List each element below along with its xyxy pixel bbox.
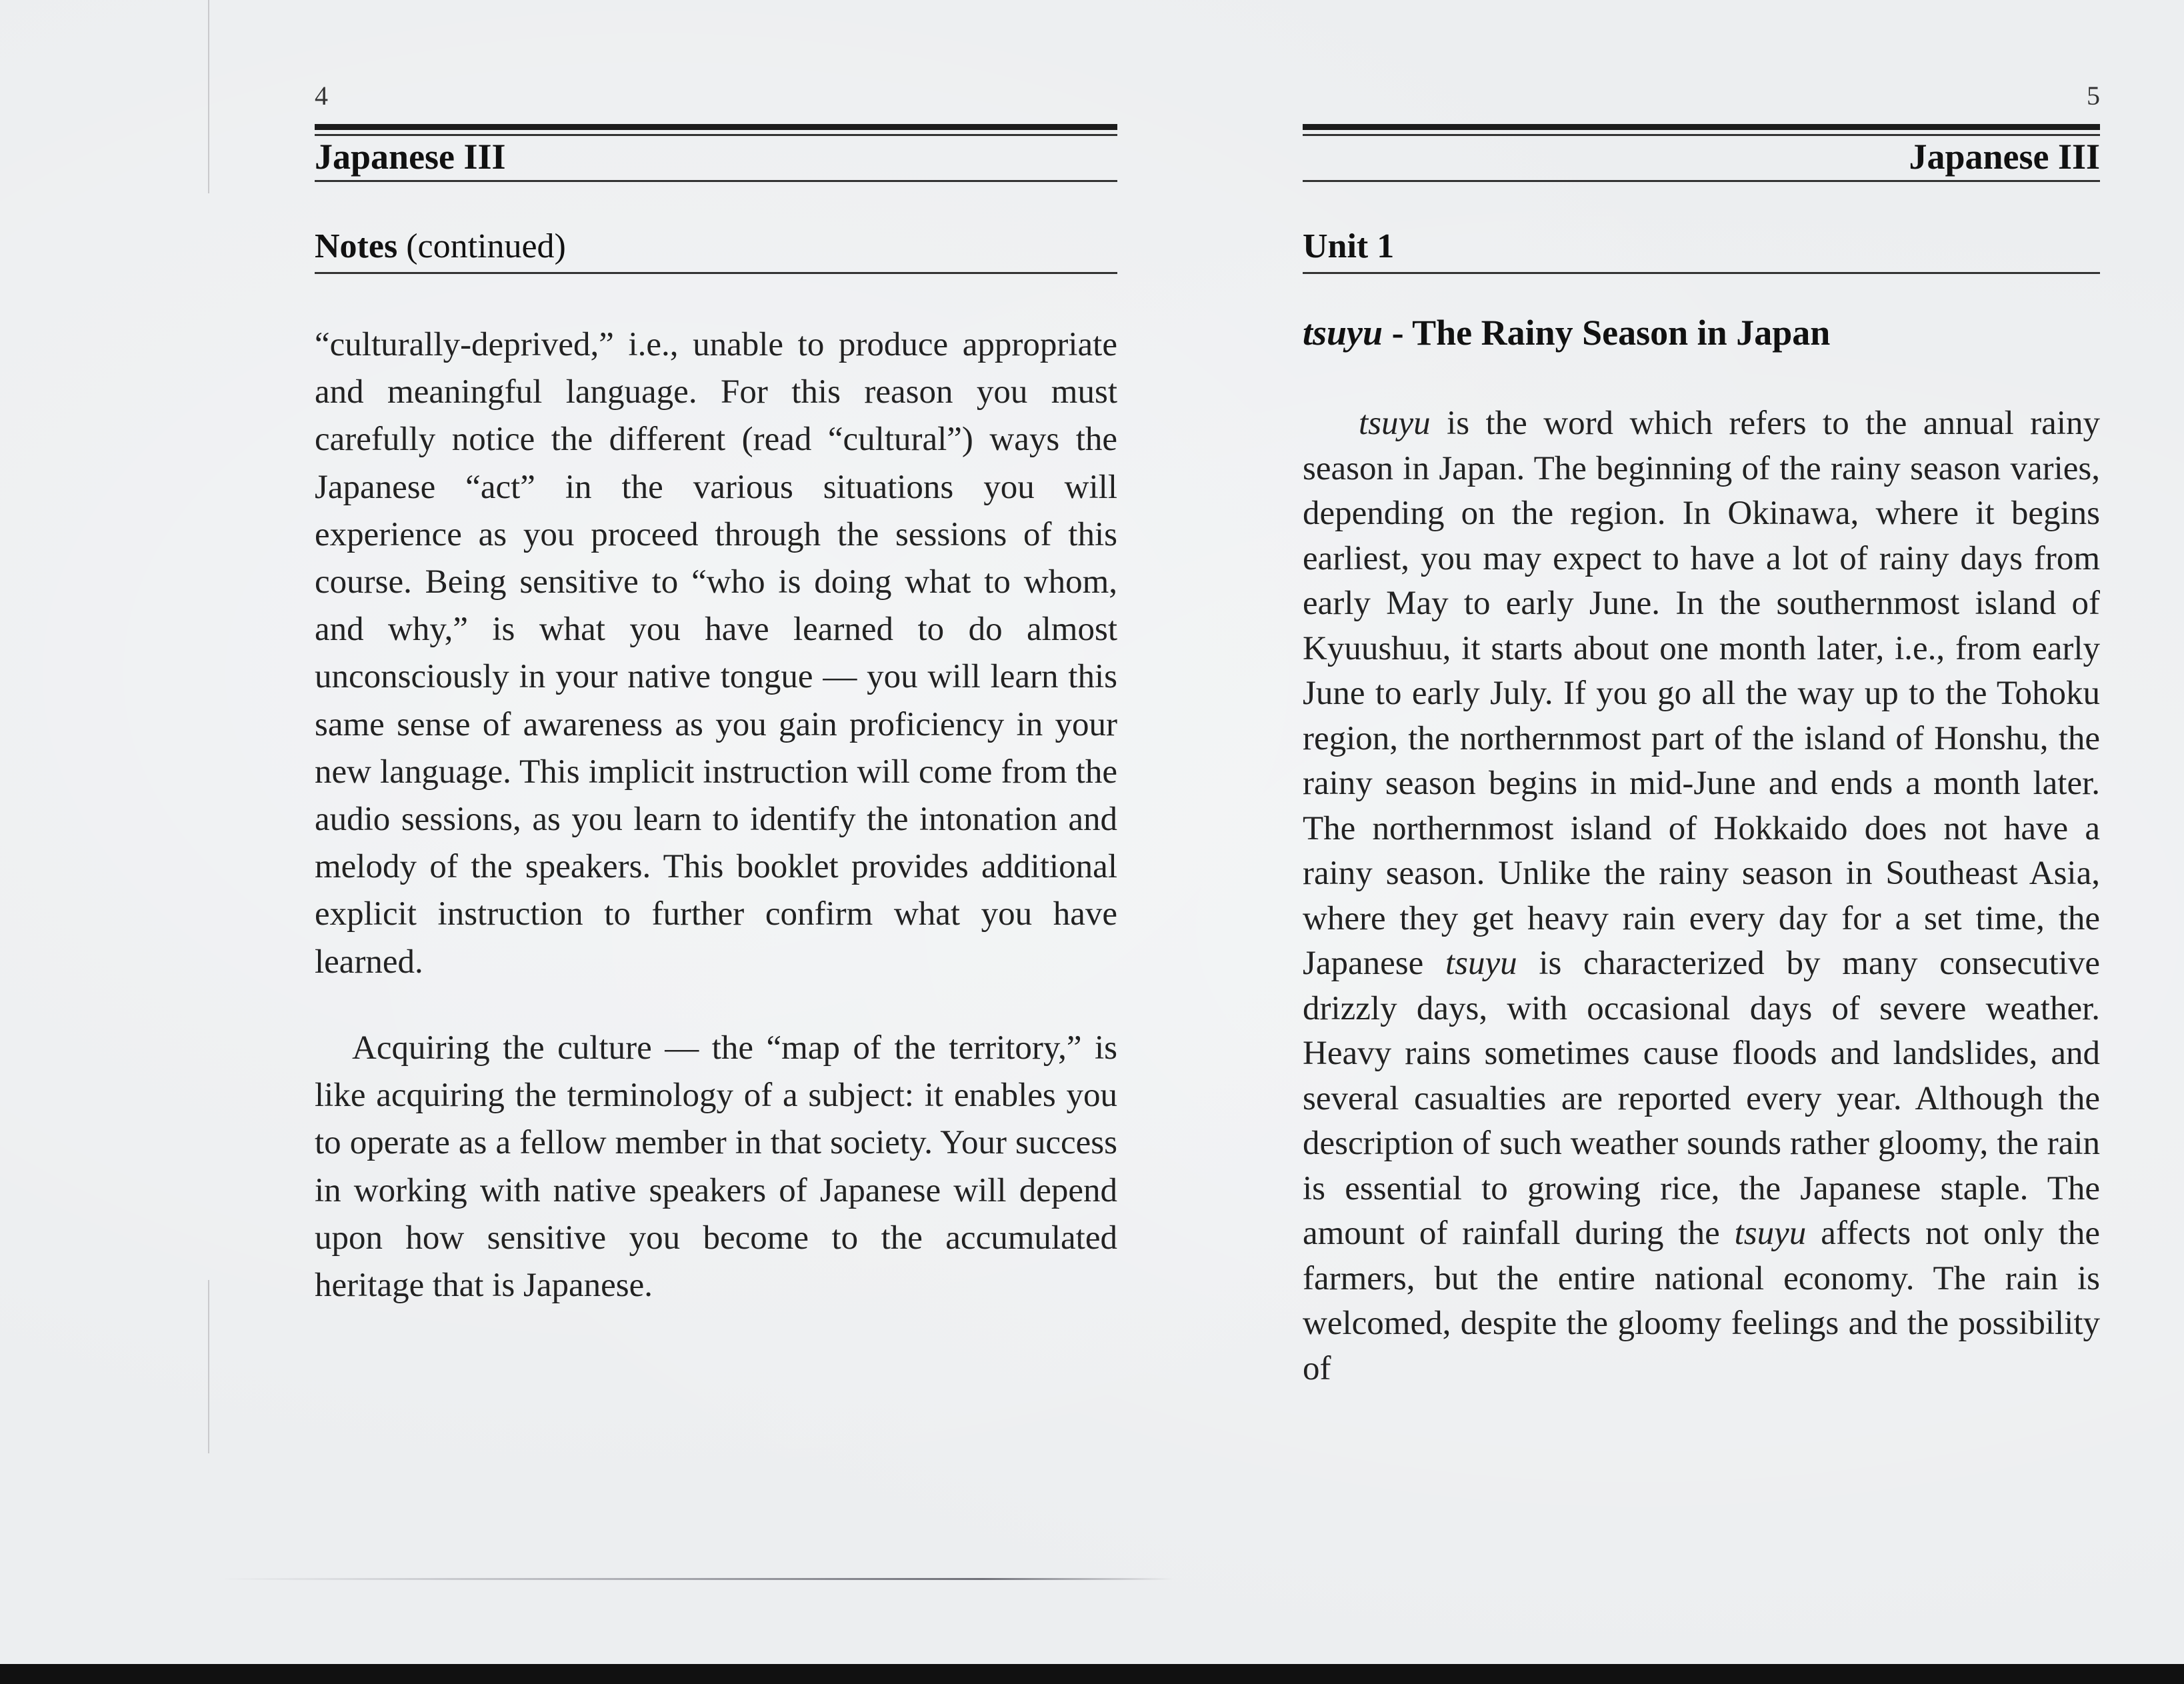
- paragraph: “culturally-deprived,” i.e., unable to produce appropriate and meaningful language. For this reason you must carefully notice the different (read “cultural”) ways the Japanese “act” in the various situations you will experience as you proceed through the sessions of this course. Being sensitive to “who is doing what to whom, and why,” is what you have learned to do almost unconsciously in your native tongue — you will learn this same sense of awareness as you gain proficiency in your new language. This implicit instruction will come from the audio sessions, as you learn to identify the intonation and melody of the speakers. This booklet provides additional explicit instruction to further confirm what you have learned.: [315, 326, 1117, 981]
- term: tsuyu: [1734, 1215, 1807, 1252]
- section-rule: [1303, 272, 2100, 274]
- binding-margin-mark: [208, 1280, 209, 1453]
- section-title: Notes: [315, 227, 398, 265]
- header-rule: [1303, 124, 2100, 130]
- page-number: 5: [2087, 81, 2100, 111]
- binding-margin-mark: [208, 0, 209, 193]
- section-suffix: (continued): [406, 227, 566, 265]
- section-rule: [315, 272, 1117, 274]
- paragraph-segment: affects not only the farmers, but the entire national economy. The rain is welcomed, despite the gloomy feelings and the possibility of: [1303, 1215, 2100, 1387]
- paragraph: [1303, 401, 2100, 1391]
- scan-artifact-line: [220, 1578, 1173, 1580]
- header-rule: [1303, 180, 2100, 182]
- article-title-term: tsuyu: [1303, 313, 1383, 353]
- term: tsuyu: [1445, 945, 1517, 982]
- term: tsuyu: [1359, 405, 1431, 442]
- page-number: 4: [315, 81, 328, 111]
- unit-heading: Unit 1: [1303, 227, 1395, 265]
- running-head: Japanese III: [1909, 137, 2100, 177]
- running-head: Japanese III: [315, 137, 506, 177]
- article-title-text: - The Rainy Season in Japan: [1383, 313, 1831, 353]
- section-heading: [315, 227, 566, 266]
- article-title: [1303, 312, 1830, 353]
- header-rule: [315, 124, 1117, 130]
- scanner-edge: [0, 1664, 2184, 1684]
- paragraph: Acquiring the culture — the “map of the territory,” is like acquiring the terminology of a subject: it enables you to operate as a fellow member in that society. Your success in working with native speakers of Japanese will depend upon how sensitive you become to the accumulated heritage that is Japanese.: [315, 1029, 1117, 1305]
- paragraph-segment: is the word which refers to the annual rainy season in Japan. The beginning of the rainy season varies, depending on the region. In Okinawa, where it begins earliest, you may expect to have a lot of rainy days from early May to early June. In the southernmost island of Kyuushuu, it starts about one month later, i.e., from early June to early July. If you go all the way up to the Tohoku region, the northernmost part of the island of Honshu, the rainy season begins in mid-June and ends a month later. The northernmost island of Hokkaido does not have a rainy season. Unlike the rainy season in Southeast Asia, where they get heavy rain every day for a set time, the Japanese: [1303, 405, 2100, 982]
- header-rule: [315, 180, 1117, 182]
- paragraph-segment: is characterized by many consecutive drizzly days, with occasional days of severe weather. Heavy rains sometimes cause floods and landslides, and several casualties are reported every year. Although the description of such weather sounds rather gloomy, the rain is essential to growing rice, the Japanese staple. The amount of rainfall during the: [1303, 945, 2100, 1252]
